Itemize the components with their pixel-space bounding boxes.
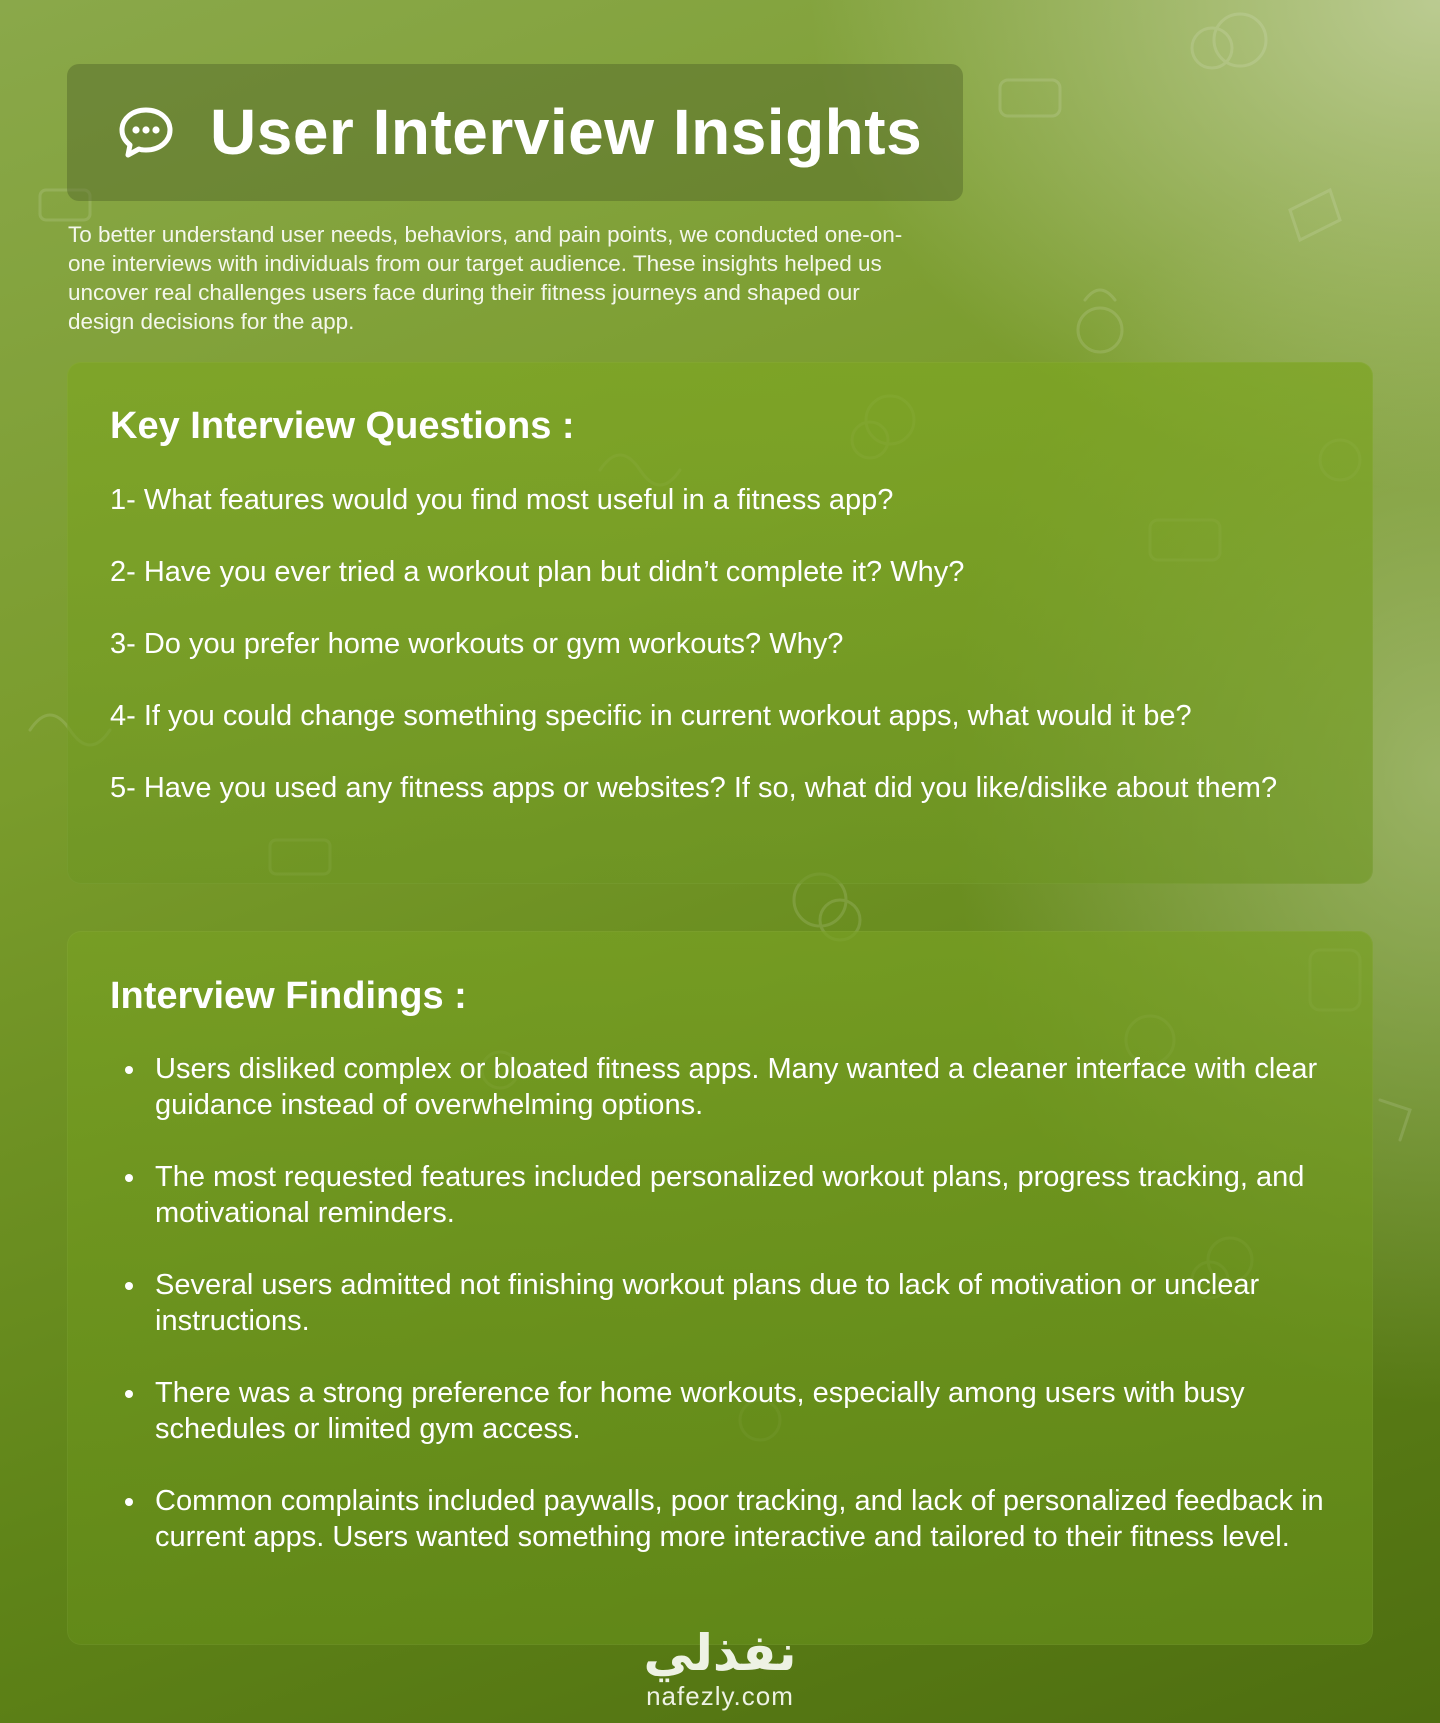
finding-item: Common complaints included paywalls, poor tracking, and lack of personalized feedback in current apps. Users wanted something more interactive and tailored to their fitness level. [110, 1483, 1340, 1555]
title-banner [67, 64, 963, 201]
watermark-domain: nafezly.com [646, 1681, 794, 1711]
chat-bubble-icon [115, 102, 177, 164]
questions-list [110, 482, 1340, 806]
question-item: 3- Do you prefer home workouts or gym workouts? Why? [110, 628, 844, 660]
watermark-arabic: نفذلي [643, 1624, 797, 1682]
questions-heading: Key Interview Questions : [110, 405, 575, 447]
finding-item: The most requested features included personalized workout plans, progress tracking, and motivational reminders. [110, 1159, 1340, 1231]
findings-card [67, 931, 1373, 1645]
question-item: 2- Have you ever tried a workout plan but didn’t complete it? Why? [110, 556, 965, 588]
finding-item: Several users admitted not finishing workout plans due to lack of motivation or unclear instructions. [110, 1267, 1340, 1339]
question-item: 4- If you could change something specific in current workout apps, what would it be? [110, 700, 1192, 732]
question-item: 1- What features would you find most useful in a fitness app? [110, 484, 894, 516]
finding-item: Users disliked complex or bloated fitness apps. Many wanted a cleaner interface with clear guidance instead of overwhelming options. [110, 1051, 1340, 1123]
findings-list [110, 1051, 1340, 1591]
page-title: User Interview Insights [210, 96, 923, 168]
questions-card [67, 362, 1373, 884]
findings-heading: Interview Findings : [110, 975, 467, 1017]
finding-item: There was a strong preference for home workouts, especially among users with busy schedules or limited gym access. [110, 1375, 1340, 1447]
question-item: 5- Have you used any fitness apps or websites? If so, what did you like/dislike about them? [110, 772, 1278, 804]
watermark-logo [630, 1625, 810, 1723]
intro-paragraph: To better understand user needs, behaviors, and pain points, we conducted one-on-one interviews with individuals from our target audience. These insights helped us uncover real challenges users face during their fitness journeys and shaped our design decisions for the app. [68, 222, 903, 334]
